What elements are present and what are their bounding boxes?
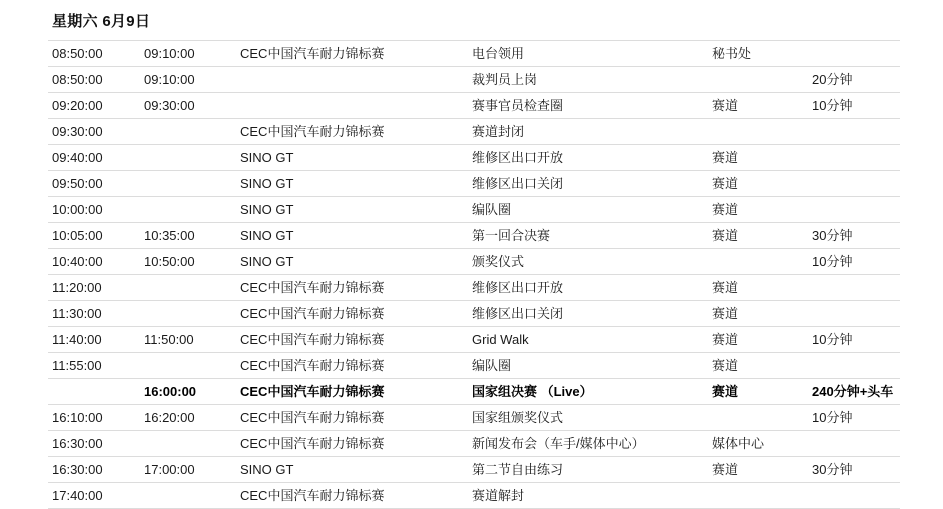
- table-row: [48, 327, 900, 353]
- cell-place: 秘书处: [712, 46, 752, 61]
- cell-end: [140, 301, 236, 327]
- cell-end: 11:50:00: [144, 332, 194, 347]
- cell-event: CEC中国汽车耐力锦标赛: [240, 46, 385, 61]
- cell-place: [708, 67, 808, 93]
- cell-activity: 国家组颁奖仪式: [472, 410, 564, 425]
- cell-event: SINO GT: [240, 202, 294, 217]
- cell-place: 媒体中心: [712, 436, 765, 451]
- cell-end: [140, 119, 236, 145]
- cell-place: 赛道: [712, 280, 739, 295]
- cell-duration: 10分钟: [812, 410, 853, 425]
- cell-activity: 赛道封闭: [472, 124, 525, 139]
- table-row: [48, 249, 900, 275]
- cell-duration: 10分钟: [812, 332, 853, 347]
- cell-start: 11:20:00: [52, 280, 102, 295]
- cell-end: 16:20:00: [144, 410, 195, 425]
- cell-place: 赛道: [712, 306, 739, 321]
- cell-end: 16:00:00: [144, 384, 197, 399]
- cell-event: SINO GT: [240, 150, 294, 165]
- cell-activity: 第一回合决赛: [472, 228, 551, 243]
- cell-duration: [808, 353, 900, 379]
- cell-end: [140, 171, 236, 197]
- cell-place: 赛道: [712, 176, 739, 191]
- cell-event: [236, 93, 468, 119]
- cell-duration: 20分钟: [812, 72, 853, 87]
- cell-activity: 国家组决赛 （Live）: [472, 384, 593, 399]
- cell-duration: [808, 483, 900, 509]
- cell-duration: [808, 301, 900, 327]
- cell-end: 09:10:00: [144, 72, 195, 87]
- table-row: [48, 119, 900, 145]
- cell-end: [140, 197, 236, 223]
- cell-activity: 颁奖仪式: [472, 254, 525, 269]
- cell-start: 09:30:00: [52, 124, 103, 139]
- cell-activity: 维修区出口关闭: [472, 176, 564, 191]
- cell-start: 10:05:00: [52, 228, 103, 243]
- cell-place: 赛道: [712, 332, 739, 347]
- cell-start: 09:20:00: [52, 98, 103, 113]
- cell-start: 11:55:00: [52, 358, 102, 373]
- cell-end: 09:30:00: [144, 98, 195, 113]
- cell-duration: 10分钟: [812, 98, 853, 113]
- cell-activity: 赛道解封: [472, 488, 525, 503]
- cell-activity: 维修区出口开放: [472, 150, 564, 165]
- cell-activity: Grid Walk: [472, 332, 529, 347]
- table-row: [48, 405, 900, 431]
- cell-place: 赛道: [712, 98, 739, 113]
- cell-end: 10:50:00: [144, 254, 195, 269]
- cell-place: [708, 249, 808, 275]
- cell-start: 16:30:00: [52, 462, 103, 477]
- cell-event: CEC中国汽车耐力锦标赛: [240, 410, 385, 425]
- cell-duration: [808, 119, 900, 145]
- cell-end: [140, 275, 236, 301]
- cell-duration: [808, 197, 900, 223]
- cell-event: CEC中国汽车耐力锦标赛: [240, 358, 385, 373]
- cell-end: 17:00:00: [144, 462, 195, 477]
- cell-start: 10:00:00: [52, 202, 103, 217]
- cell-end: [140, 483, 236, 509]
- cell-place: [708, 405, 808, 431]
- table-row: [48, 171, 900, 197]
- cell-start: 09:40:00: [52, 150, 103, 165]
- cell-event: CEC中国汽车耐力锦标赛: [240, 306, 385, 321]
- table-row: [48, 145, 900, 171]
- cell-event: CEC中国汽车耐力锦标赛: [240, 280, 385, 295]
- cell-end: 09:10:00: [144, 46, 195, 61]
- cell-event: CEC中国汽车耐力锦标赛: [240, 124, 385, 139]
- cell-end: [140, 353, 236, 379]
- cell-duration: [808, 431, 900, 457]
- cell-start: 10:40:00: [52, 254, 103, 269]
- cell-end: 10:35:00: [144, 228, 195, 243]
- cell-duration: [808, 171, 900, 197]
- table-row: [48, 197, 900, 223]
- cell-place: 赛道: [712, 150, 739, 165]
- cell-start: 11:40:00: [52, 332, 102, 347]
- cell-event: SINO GT: [240, 228, 294, 243]
- schedule-table: [48, 40, 900, 509]
- cell-start: 17:40:00: [52, 488, 103, 503]
- cell-event: CEC中国汽车耐力锦标赛: [240, 384, 385, 399]
- cell-place: 赛道: [712, 228, 739, 243]
- cell-activity: 赛事官员检查圈: [472, 98, 564, 113]
- table-row: [48, 275, 900, 301]
- table-row: [48, 353, 900, 379]
- cell-duration: 30分钟: [812, 462, 853, 477]
- cell-event: CEC中国汽车耐力锦标赛: [240, 436, 385, 451]
- cell-start: [48, 379, 140, 405]
- cell-start: 09:50:00: [52, 176, 103, 191]
- cell-start: 16:30:00: [52, 436, 103, 451]
- cell-event: SINO GT: [240, 462, 294, 477]
- cell-activity: 新闻发布会（车手/媒体中心）: [472, 436, 645, 451]
- cell-place: [708, 119, 808, 145]
- cell-start: 11:30:00: [52, 306, 102, 321]
- cell-duration: [808, 41, 900, 67]
- table-row: [48, 379, 900, 405]
- cell-activity: 第二节自由练习: [472, 462, 564, 477]
- table-row: [48, 223, 900, 249]
- cell-place: 赛道: [712, 384, 739, 399]
- cell-start: 16:10:00: [52, 410, 103, 425]
- table-row: [48, 93, 900, 119]
- cell-place: 赛道: [712, 462, 739, 477]
- cell-end: [140, 431, 236, 457]
- table-row: [48, 431, 900, 457]
- cell-duration: 240分钟+头车: [812, 384, 894, 399]
- cell-event: CEC中国汽车耐力锦标赛: [240, 332, 385, 347]
- cell-activity: 维修区出口开放: [472, 280, 564, 295]
- cell-activity: 维修区出口关闭: [472, 306, 564, 321]
- cell-duration: 30分钟: [812, 228, 853, 243]
- cell-event: SINO GT: [240, 254, 294, 269]
- cell-activity: 电台领用: [472, 46, 525, 61]
- cell-start: 08:50:00: [52, 46, 103, 61]
- cell-start: 08:50:00: [52, 72, 103, 87]
- table-row: [48, 301, 900, 327]
- table-row: [48, 41, 900, 67]
- schedule-body: [48, 41, 900, 509]
- cell-event: CEC中国汽车耐力锦标赛: [240, 488, 385, 503]
- cell-activity: 编队圈: [472, 202, 512, 217]
- cell-place: 赛道: [712, 358, 739, 373]
- cell-duration: [808, 275, 900, 301]
- cell-event: SINO GT: [240, 176, 294, 191]
- cell-place: [708, 483, 808, 509]
- cell-activity: 编队圈: [472, 358, 512, 373]
- cell-duration: 10分钟: [812, 254, 853, 269]
- cell-end: [140, 145, 236, 171]
- cell-event: [236, 67, 468, 93]
- table-row: [48, 67, 900, 93]
- table-row: [48, 457, 900, 483]
- cell-duration: [808, 145, 900, 171]
- cell-activity: 裁判员上岗: [472, 72, 538, 87]
- cell-place: 赛道: [712, 202, 739, 217]
- table-row: [48, 483, 900, 509]
- day-title: 星期六 6月9日: [52, 13, 151, 30]
